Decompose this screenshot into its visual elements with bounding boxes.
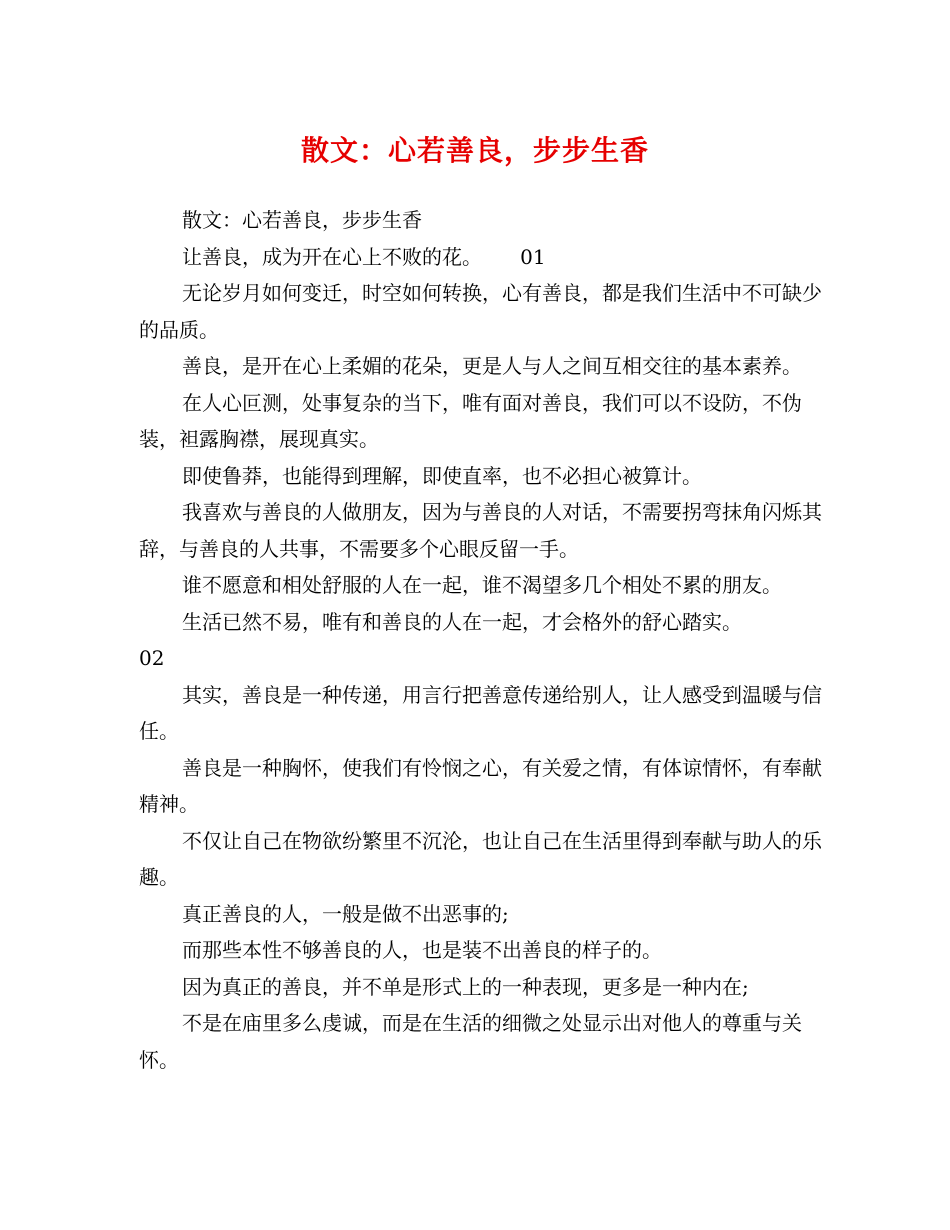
paragraph: 善良，是开在心上柔媚的花朵，更是人与人之间互相交往的基本素养。 (182, 354, 802, 378)
paragraph: 让善良，成为开在心上不败的花。 01 (182, 244, 546, 269)
paragraph: 散文：心若善良，步步生香 (182, 208, 422, 232)
paragraph: 其实，善良是一种传递，用言行把善意传递给别人，让人感受到温暖与信任。 (139, 682, 822, 743)
paragraph: 即使鲁莽，也能得到理解，即使直率，也不必担心被算计。 (182, 463, 702, 488)
paragraph: 真正善良的人，一般是做不出恶事的; (182, 901, 509, 926)
paragraph: 而那些本性不够善良的人，也是装不出善良的样子的。 (182, 938, 662, 962)
document-body (139, 202, 829, 1078)
paragraph: 我喜欢与善良的人做朋友，因为与善良的人对话，不需要拐弯抹角闪烁其辞，与善良的人共事，不需要多个心眼反留一手。 (139, 500, 822, 561)
paragraph: 无论岁月如何变迁，时空如何转换，心有善良，都是我们生活中不可缺少的品质。 (139, 281, 822, 342)
document-title: 散文：心若善良，步步生香 (300, 134, 649, 167)
paragraph: 因为真正的善良，并不单是形式上的一种表现，更多是一种内在; (182, 974, 749, 999)
paragraph: 02 (139, 646, 165, 670)
paragraph: 善良是一种胸怀，使我们有怜悯之心，有关爱之情，有体谅情怀，有奉献精神。 (139, 755, 822, 816)
paragraph: 在人心叵测，处事复杂的当下，唯有面对善良，我们可以不设防，不伪装，袒露胸襟，展现真实。 (139, 390, 802, 451)
paragraph: 生活已然不易，唯有和善良的人在一起，才会格外的舒心踏实。 (182, 609, 742, 634)
paragraph: 不是在庙里多么虔诚，而是在生活的细微之处显示出对他人的尊重与关怀。 (139, 1011, 802, 1072)
paragraph: 不仅让自己在物欲纷繁里不沉沦，也让自己在生活里得到奉献与助人的乐趣。 (139, 828, 822, 889)
paragraph: 谁不愿意和相处舒服的人在一起，谁不渴望多几个相处不累的朋友。 (182, 573, 782, 597)
